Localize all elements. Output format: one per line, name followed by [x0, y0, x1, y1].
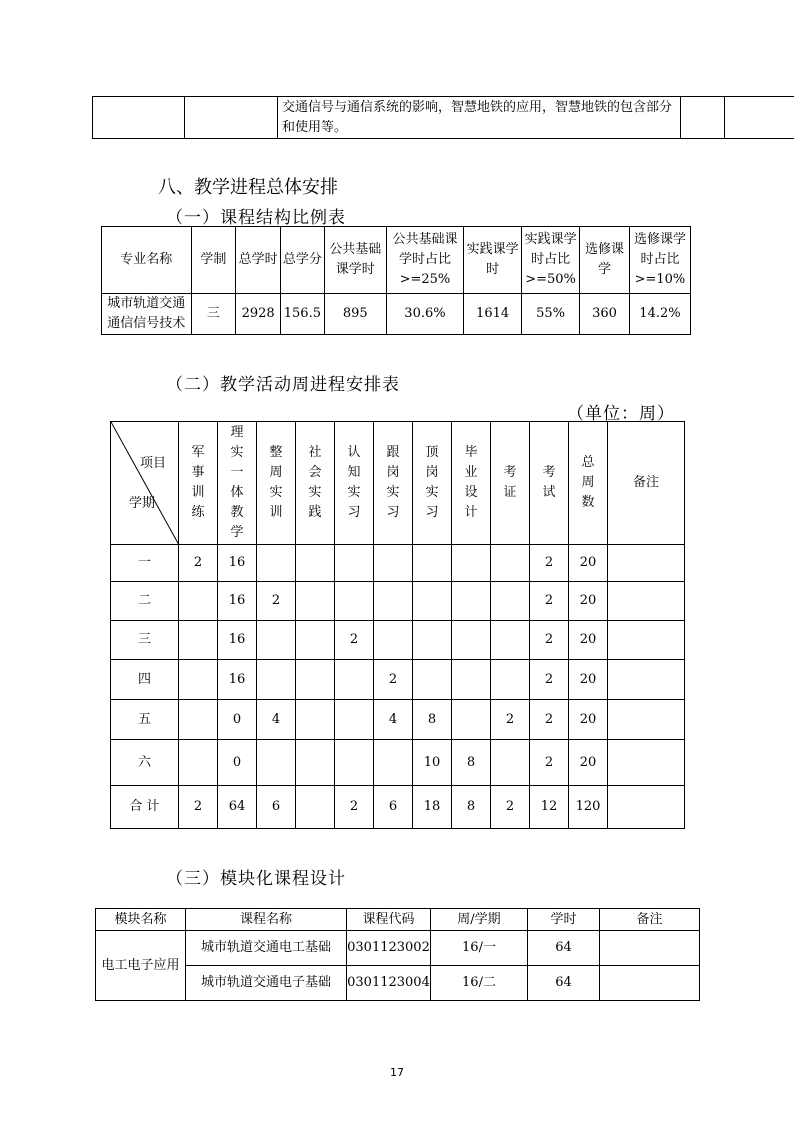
schedule-cell	[335, 740, 374, 786]
schedule-cell: 8	[452, 740, 491, 786]
unit-label: （单位：周）	[567, 404, 675, 424]
schedule-row	[111, 660, 685, 700]
schedule-row	[111, 621, 685, 660]
diagonal-header	[111, 422, 179, 545]
course-note	[600, 966, 700, 1001]
course-week: 16/一	[431, 931, 528, 966]
header-public-ratio: 公共基础课学时占比>=25%	[386, 227, 463, 294]
schedule-cell	[296, 700, 335, 740]
schedule-cell	[608, 740, 685, 786]
schedule-cell: 20	[569, 621, 608, 660]
schedule-cell: 18	[413, 786, 452, 829]
cell-elective: 360	[580, 294, 630, 335]
schedule-cell: 2	[491, 786, 530, 829]
header-elective-ratio: 选修课学时占比>=10%	[629, 227, 690, 294]
schedule-cell: 0	[218, 700, 257, 740]
schedule-row	[111, 582, 685, 621]
schedule-cell	[452, 700, 491, 740]
diag-project-label: 项目	[139, 456, 166, 471]
schedule-cell: 8	[452, 786, 491, 829]
schedule-cell	[179, 700, 218, 740]
schedule-cell	[452, 660, 491, 700]
schedule-cell	[296, 582, 335, 621]
course-hours: 64	[528, 931, 600, 966]
course-hours: 64	[528, 966, 600, 1001]
schedule-row	[111, 545, 685, 582]
schedule-cell: 16	[218, 582, 257, 621]
schedule-cell	[452, 621, 491, 660]
header-practice-hours: 实践课学时	[464, 227, 522, 294]
diagonal-line	[111, 422, 179, 545]
header-module-name: 模块名称	[96, 909, 186, 931]
schedule-cell	[413, 621, 452, 660]
schedule-row	[111, 786, 685, 829]
schedule-body	[111, 545, 685, 829]
schedule-cell	[257, 660, 296, 700]
weekly-schedule-title: （二）教学活动周进程安排表	[166, 375, 400, 395]
schedule-cell	[257, 740, 296, 786]
schedule-cell: 16	[218, 621, 257, 660]
schedule-cell: 64	[218, 786, 257, 829]
schedule-cell	[374, 621, 413, 660]
schedule-cell	[179, 740, 218, 786]
term-cell: 六	[111, 740, 179, 786]
schedule-cell	[491, 582, 530, 621]
header-certificate: 考证	[491, 422, 530, 545]
schedule-cell: 20	[569, 545, 608, 582]
schedule-cell	[491, 621, 530, 660]
header-military: 军事训练	[179, 422, 218, 545]
schedule-cell	[608, 786, 685, 829]
cell-total-hours: 2928	[236, 294, 281, 335]
schedule-cell	[374, 740, 413, 786]
schedule-cell	[608, 621, 685, 660]
schedule-cell: 2	[335, 786, 374, 829]
schedule-cell	[413, 582, 452, 621]
schedule-cell: 2	[179, 545, 218, 582]
schedule-cell	[335, 660, 374, 700]
schedule-cell	[179, 660, 218, 700]
schedule-cell: 2	[335, 621, 374, 660]
term-cell: 五	[111, 700, 179, 740]
header-follow-internship: 跟岗实习	[374, 422, 413, 545]
term-cell: 二	[111, 582, 179, 621]
header-length: 学制	[191, 227, 236, 294]
schedule-cell: 20	[569, 700, 608, 740]
header-public-hours: 公共基础课学时	[324, 227, 386, 294]
schedule-cell	[257, 545, 296, 582]
schedule-cell: 20	[569, 660, 608, 700]
schedule-cell	[179, 582, 218, 621]
schedule-cell	[257, 621, 296, 660]
schedule-cell: 0	[218, 740, 257, 786]
header-note: 备注	[600, 909, 700, 931]
schedule-cell: 10	[413, 740, 452, 786]
schedule-cell: 2	[530, 545, 569, 582]
cell-length: 三	[191, 294, 236, 335]
cell-major: 城市轨道交通通信信号技术	[102, 294, 192, 335]
schedule-cell: 2	[530, 660, 569, 700]
header-social-practice: 社会实践	[296, 422, 335, 545]
schedule-cell	[452, 582, 491, 621]
schedule-cell	[335, 700, 374, 740]
cell-practice-hours: 1614	[464, 294, 522, 335]
schedule-cell: 6	[257, 786, 296, 829]
term-cell: 四	[111, 660, 179, 700]
course-structure-title: （一）课程结构比例表	[166, 208, 346, 228]
course-structure-table	[101, 226, 691, 335]
schedule-cell	[608, 660, 685, 700]
course-code: 0301123002	[347, 931, 431, 966]
term-cell: 合 计	[111, 786, 179, 829]
continuation-text: 交通信号与通信系统的影响，智慧地铁的应用，智慧地铁的包含部分和使用等。	[278, 97, 681, 139]
module-name-cell: 电工电子应用	[96, 931, 186, 1001]
schedule-cell	[491, 740, 530, 786]
header-graduation-design: 毕业设计	[452, 422, 491, 545]
schedule-cell	[296, 660, 335, 700]
schedule-cell	[179, 621, 218, 660]
schedule-cell	[335, 582, 374, 621]
header-top-internship: 顶岗实习	[413, 422, 452, 545]
term-cell: 三	[111, 621, 179, 660]
schedule-cell: 16	[218, 545, 257, 582]
schedule-cell: 2	[530, 621, 569, 660]
header-practice-ratio: 实践课学时占比>=50%	[522, 227, 580, 294]
schedule-cell: 2	[491, 700, 530, 740]
schedule-row	[111, 700, 685, 740]
schedule-cell: 2	[530, 700, 569, 740]
header-total-hours: 总学时	[236, 227, 281, 294]
header-course-code: 课程代码	[347, 909, 431, 931]
schedule-cell: 120	[569, 786, 608, 829]
schedule-cell: 2	[179, 786, 218, 829]
continuation-table	[92, 96, 794, 139]
course-code: 0301123004	[347, 966, 431, 1001]
header-weekly-training: 整周实训	[257, 422, 296, 545]
schedule-cell	[452, 545, 491, 582]
module-design-title: （三）模块化课程设计	[166, 869, 346, 889]
course-note	[600, 931, 700, 966]
weekly-schedule-table	[110, 421, 685, 829]
schedule-cell	[608, 545, 685, 582]
schedule-cell	[374, 545, 413, 582]
header-course-name: 课程名称	[186, 909, 347, 931]
schedule-cell	[608, 700, 685, 740]
module-table	[95, 908, 700, 1001]
header-exam: 考试	[530, 422, 569, 545]
schedule-cell: 2	[530, 740, 569, 786]
schedule-cell	[413, 660, 452, 700]
schedule-cell	[491, 660, 530, 700]
diag-term-label: 学期	[129, 496, 156, 511]
schedule-cell: 4	[257, 700, 296, 740]
section-title: 八、教学进程总体安排	[158, 177, 338, 198]
schedule-cell: 2	[530, 582, 569, 621]
course-name: 城市轨道交通电工基础	[186, 931, 347, 966]
cell-total-credits: 156.5	[281, 294, 325, 335]
cell-practice-ratio: 55%	[522, 294, 580, 335]
schedule-cell: 12	[530, 786, 569, 829]
header-total-weeks: 总周数	[569, 422, 608, 545]
schedule-cell: 16	[218, 660, 257, 700]
schedule-cell	[491, 545, 530, 582]
schedule-cell	[608, 582, 685, 621]
header-remarks: 备注	[608, 422, 685, 545]
header-integrated: 理实一体教学	[218, 422, 257, 545]
header-elective: 选修课学	[580, 227, 630, 294]
schedule-cell	[296, 545, 335, 582]
schedule-cell: 4	[374, 700, 413, 740]
schedule-cell: 20	[569, 740, 608, 786]
course-name: 城市轨道交通电子基础	[186, 966, 347, 1001]
cell-elective-ratio: 14.2%	[629, 294, 690, 335]
schedule-cell: 8	[413, 700, 452, 740]
schedule-cell	[374, 582, 413, 621]
schedule-cell: 20	[569, 582, 608, 621]
schedule-cell	[413, 545, 452, 582]
header-hours: 学时	[528, 909, 600, 931]
header-major: 专业名称	[102, 227, 192, 294]
schedule-row	[111, 740, 685, 786]
schedule-cell	[296, 621, 335, 660]
schedule-cell: 2	[374, 660, 413, 700]
header-cognitive-internship: 认知实习	[335, 422, 374, 545]
cell-public-ratio: 30.6%	[386, 294, 463, 335]
schedule-cell	[296, 740, 335, 786]
schedule-cell: 2	[257, 582, 296, 621]
course-week: 16/二	[431, 966, 528, 1001]
term-cell: 一	[111, 545, 179, 582]
cell-public-hours: 895	[324, 294, 386, 335]
schedule-cell	[296, 786, 335, 829]
header-total-credits: 总学分	[281, 227, 325, 294]
header-week-term: 周/学期	[431, 909, 528, 931]
schedule-cell: 6	[374, 786, 413, 829]
page-number: 17	[390, 1066, 404, 1079]
schedule-cell	[335, 545, 374, 582]
